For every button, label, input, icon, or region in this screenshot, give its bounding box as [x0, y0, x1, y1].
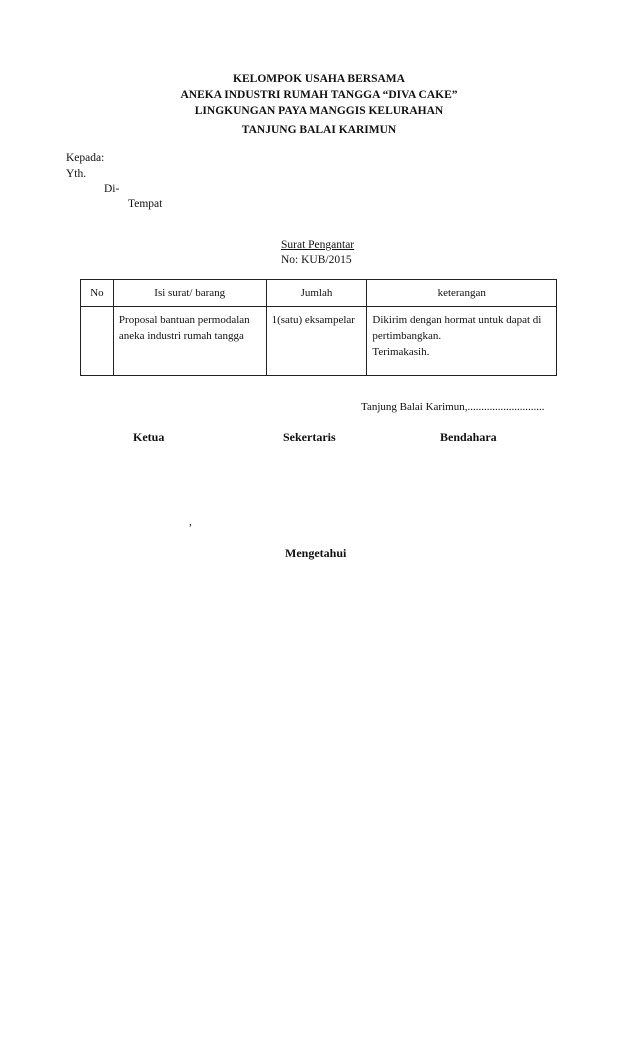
- di-label: Di-: [104, 183, 120, 195]
- letter-number: No: KUB/2015: [281, 254, 352, 266]
- cell-keterangan-text: Dikirim dengan hormat untuk dapat di pertimbangkan.: [372, 314, 542, 342]
- cell-isi: Proposal bantuan permodalan aneka industri rumah tangga: [113, 307, 266, 376]
- letter-table: [80, 279, 557, 376]
- table-header-row: [81, 280, 557, 307]
- header-org-name: KELOMPOK USAHA BERSAMA: [233, 73, 405, 85]
- header-city: TANJUNG BALAI KARIMUN: [241, 124, 397, 136]
- kepada-label: Kepada:: [66, 152, 105, 164]
- header-location: LINGKUNGAN PAYA MANGGIS KELURAHAN: [194, 105, 444, 117]
- cell-no: [81, 307, 114, 376]
- column-header-keterangan: keterangan: [367, 280, 557, 307]
- cell-jumlah: 1(satu) eksampelar: [266, 307, 367, 376]
- column-header-jumlah: Jumlah: [266, 280, 367, 307]
- tempat-label: Tempat: [128, 198, 163, 210]
- yth-label: Yth.: [66, 168, 87, 180]
- signature-comma: ,: [189, 516, 192, 528]
- signature-bendahara: Bendahara: [440, 430, 497, 444]
- signature-mengetahui: Mengetahui: [285, 546, 347, 560]
- signature-ketua: Ketua: [133, 430, 165, 444]
- column-header-isi: Isi surat/ barang: [113, 280, 266, 307]
- cell-keterangan-thanks: Terimakasih.: [372, 346, 430, 358]
- place-date: Tanjung Balai Karimun,............................: [361, 401, 545, 413]
- signature-sekertaris: Sekertaris: [283, 430, 336, 444]
- table-row: [81, 307, 557, 376]
- header-business-name: ANEKA INDUSTRI RUMAH TANGGA “DIVA CAKE”: [180, 89, 458, 101]
- column-header-no: No: [81, 280, 114, 307]
- letter-title-name: Surat Pengantar: [281, 239, 355, 251]
- cell-keterangan: [367, 307, 557, 376]
